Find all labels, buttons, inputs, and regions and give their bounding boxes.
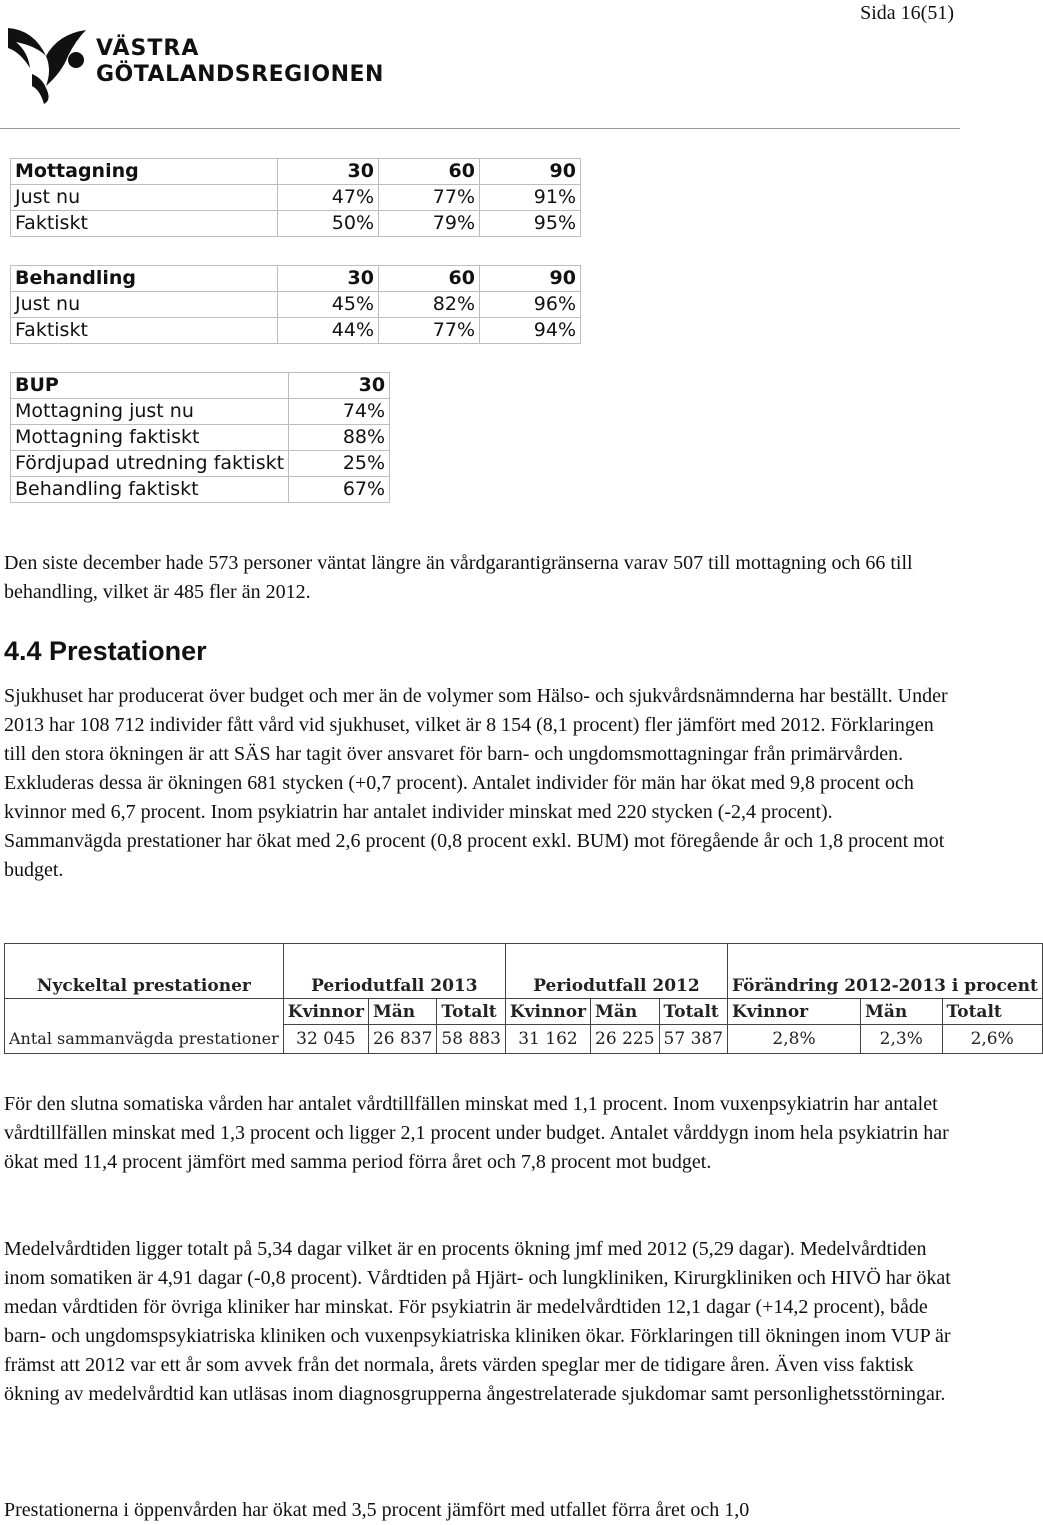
subheader-cell: Totalt	[942, 999, 1042, 1025]
row-label: Antal sammanvägda prestationer	[5, 1025, 284, 1054]
table-row	[11, 318, 581, 344]
paragraph-medelvardtid: Medelvårdtiden ligger totalt på 5,34 dagar vilket är en procents ökning jmf med 2012 (5,29 dagar). Medelvårdtiden inom somatiken är 4,91 dagar (-0,8 procent). Vårdtiden på Hjärt- och lungkliniken, Kirurgkliniken och HIVÖ har ökat medan vårdtiden för övriga kliniker har minskat. För psykiatrin är medelvårdtiden 12,1 dagar (+14,2 procent), både barn- och ungdomspsykiatriska kliniken och vuxenpsykiatriska kliniken ökar. Förklaringen till ökningen inom VUP är främst att 2012 var ett år som avvek från det normala, årets värden speglar mer de tidigare åren. Även viss faktisk ökning av medelvårdtid kan utläsas inom diagnosgrupperna ångestrelaterade sjukdomar samt personlighetsstörningar.	[4, 1238, 951, 1405]
table-cell: 91%	[480, 185, 581, 211]
table-row	[11, 266, 581, 292]
group-header: Förändring 2012-2013 i procent	[728, 944, 1043, 999]
nyckeltal-table	[4, 943, 1043, 1054]
table-cell: Faktiskt	[11, 318, 278, 344]
table-cell: Just nu	[11, 292, 278, 318]
page-number: Sida 16(51)	[860, 2, 954, 24]
header-divider	[0, 128, 960, 129]
logo-line-1: VÄSTRA	[96, 36, 200, 61]
table-cell: 30	[278, 159, 379, 185]
vgr-logo	[6, 26, 386, 106]
table-cell: Behandling	[11, 266, 278, 292]
group-header: Periodutfall 2013	[283, 944, 505, 999]
subheader-cell: Män	[861, 999, 943, 1025]
table-cell: 82%	[379, 292, 480, 318]
table-cell: Mottagning just nu	[11, 399, 289, 425]
table-cell: 88%	[289, 425, 390, 451]
table-cell: 77%	[379, 318, 480, 344]
paragraph-prestationer: Sjukhuset har producerat över budget och mer än de volymer som Hälso- och sjukvårdsnämnderna har beställt. Under 2013 har 108 712 individer fått vård vid sjukhuset, vilket är 8 154 (8,1 procent) fler jämfört med 2012. Förklaringen till den stora ökningen är att SÄS har tagit över ansvaret för barn- och ungdomsmottagningar från primärvården. Exkluderas dessa är ökningen 681 stycken (+0,7 procent). Antalet individer för män har ökat med 9,8 procent och kvinnor med 6,7 procent. Inom psykiatrin har antalet individer minskat med 220 stycken (-2,4 procent). Sammanvägda prestationer har ökat med 2,6 procent (0,8 procent exkl. BUM) mot föregående år och 1,8 procent mot budget.	[4, 685, 948, 881]
subheader-cell: Män	[368, 999, 436, 1025]
table-row	[11, 185, 581, 211]
table-row	[11, 399, 390, 425]
table-row	[11, 425, 390, 451]
section-heading: 4.4 Prestationer	[4, 636, 207, 666]
table-cell: Behandling faktiskt	[11, 477, 289, 503]
behandling-table	[10, 265, 581, 344]
table-cell: 90	[480, 266, 581, 292]
value-cell: 2,3%	[861, 1025, 943, 1054]
table-row	[11, 451, 390, 477]
table-cell: Faktiskt	[11, 211, 278, 237]
subheader-cell: Totalt	[659, 999, 727, 1025]
table-row	[11, 292, 581, 318]
table-cell: 30	[278, 266, 379, 292]
table-cell: Mottagning	[11, 159, 278, 185]
mottagning-table	[10, 158, 581, 237]
subheader-cell: Kvinnor	[505, 999, 590, 1025]
table-row	[11, 373, 390, 399]
table-cell: 60	[379, 159, 480, 185]
table-cell: 44%	[278, 318, 379, 344]
table-cell: 74%	[289, 399, 390, 425]
value-cell: 2,8%	[728, 1025, 861, 1054]
table-cell: 50%	[278, 211, 379, 237]
value-cell: 32 045	[283, 1025, 368, 1054]
table-cell: 95%	[480, 211, 581, 237]
table-cell: Fördjupad utredning faktiskt	[11, 451, 289, 477]
value-cell: 58 883	[437, 1025, 505, 1054]
value-cell: 2,6%	[942, 1025, 1042, 1054]
value-cell: 57 387	[659, 1025, 727, 1054]
table-cell: 60	[379, 266, 480, 292]
group-header: Periodutfall 2012	[505, 944, 727, 999]
table-cell: 94%	[480, 318, 581, 344]
table-cell: 25%	[289, 451, 390, 477]
paragraph-waiting: Den siste december hade 573 personer väntat längre än vårdgarantigränserna varav 507 till mottagning och 66 till behandling, vilket är 485 fler än 2012.	[4, 552, 913, 603]
bup-table	[10, 372, 390, 503]
subheader-cell: Kvinnor	[728, 999, 861, 1025]
table-cell: Mottagning faktiskt	[11, 425, 289, 451]
table-cell: 79%	[379, 211, 480, 237]
table-row	[5, 1025, 1043, 1054]
subheader-cell: Kvinnor	[283, 999, 368, 1025]
subheader-cell: Totalt	[437, 999, 505, 1025]
table-cell: 67%	[289, 477, 390, 503]
value-cell: 31 162	[505, 1025, 590, 1054]
value-cell: 26 225	[591, 1025, 659, 1054]
vgr-emblem-icon	[6, 26, 92, 106]
table-title-cell: Nyckeltal prestationer	[5, 944, 284, 999]
value-cell: 26 837	[368, 1025, 436, 1054]
table-cell: Just nu	[11, 185, 278, 211]
table-row	[5, 944, 1043, 999]
subheader-cell: Män	[591, 999, 659, 1025]
paragraph-slutna-varden: För den slutna somatiska vården har antalet vårdtillfällen minskat med 1,1 procent. Inom vuxenpsykiatrin har antalet vårdtillfällen minskat med 1,3 procent och ligger 2,1 procent under budget. Antalet vårddygn inom hela psykiatrin har ökat med 11,4 procent jämfört med samma period förra året och 7,8 procent mot budget.	[4, 1093, 949, 1173]
table-cell: 77%	[379, 185, 480, 211]
table-cell: 45%	[278, 292, 379, 318]
table-cell: 90	[480, 159, 581, 185]
logo-line-2: GÖTALANDSREGIONEN	[96, 62, 384, 87]
table-row	[11, 477, 390, 503]
table-row	[11, 211, 581, 237]
table-cell	[5, 999, 284, 1025]
table-cell: 47%	[278, 185, 379, 211]
table-row	[11, 159, 581, 185]
table-cell: 30	[289, 373, 390, 399]
paragraph-oppenvarden: Prestationerna i öppenvården har ökat med 3,5 procent jämfört med utfallet förra året och 1,0	[4, 1499, 750, 1521]
table-cell: BUP	[11, 373, 289, 399]
table-cell: 96%	[480, 292, 581, 318]
table-row	[5, 999, 1043, 1025]
